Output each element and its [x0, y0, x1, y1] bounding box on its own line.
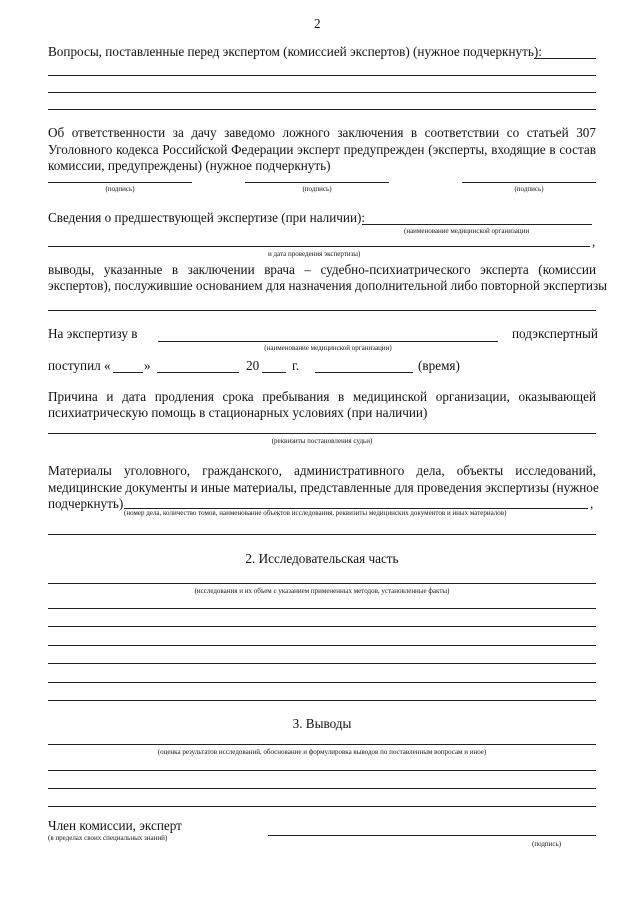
- previous-expertise-hint: и дата проведения экспертизы): [268, 250, 361, 258]
- signature-line[interactable]: [462, 182, 596, 183]
- extension-hint: (реквизиты постановления судьи): [271, 437, 373, 445]
- comma: ,: [592, 234, 596, 249]
- conclusions-line[interactable]: [48, 806, 596, 807]
- conclusions-line[interactable]: [48, 788, 596, 789]
- conclusions-text: выводы, указанные в заключении врача – судебно-психиатрического эксперта (комиссии: [48, 262, 596, 277]
- conclusions-line[interactable]: [48, 310, 596, 311]
- signature-line[interactable]: [245, 182, 389, 183]
- responsibility-text: комиссии, предупреждены) (нужное подчеркнуть): [48, 158, 331, 173]
- research-line[interactable]: [48, 645, 596, 646]
- organization-hint: (наименование медицинской организации): [264, 344, 392, 352]
- materials-line[interactable]: [48, 534, 596, 535]
- research-line[interactable]: [48, 626, 596, 627]
- extension-text: психиатрическую помощь в стационарных условиях (при наличии): [48, 405, 428, 420]
- arrived-label: поступил «: [48, 358, 111, 373]
- questions-line[interactable]: [48, 92, 596, 93]
- responsibility-text: Об ответственности за дачу заведомо ложного заключения в соответствии со статьей 307: [48, 125, 596, 140]
- questions-line[interactable]: [48, 75, 596, 76]
- previous-expertise-label: Сведения о предшествующей экспертизе (при наличии):: [48, 210, 366, 225]
- research-heading: 2. Исследовательская часть: [245, 551, 399, 566]
- admission-label: На экспертизу в: [48, 326, 138, 341]
- day-line[interactable]: [113, 372, 143, 373]
- signature-hint: (подпись): [302, 185, 332, 193]
- organization-line[interactable]: [158, 341, 498, 342]
- member-signature-line[interactable]: [268, 835, 596, 836]
- research-line[interactable]: [48, 583, 596, 584]
- questions-line[interactable]: [48, 109, 596, 110]
- time-line[interactable]: [315, 372, 413, 373]
- materials-text: медицинские документы и иные материалы, представленные для проведения экспертизы (нужное: [48, 480, 599, 495]
- previous-expertise-line[interactable]: [48, 246, 590, 247]
- research-line[interactable]: [48, 608, 596, 609]
- materials-hint: (номер дела, количество томов, наименование объектов исследования, реквизиты медицинских документов и иных материалов): [124, 509, 507, 517]
- previous-expertise-line[interactable]: [362, 224, 592, 225]
- signature-hint: (подпись): [514, 185, 544, 193]
- member-hint: (в пределах своих специальных знаний): [48, 834, 168, 842]
- materials-text: подчеркнуть): [48, 496, 124, 511]
- research-line[interactable]: [48, 682, 596, 683]
- time-label: (время): [418, 358, 460, 373]
- questions-label: Вопросы, поставленные перед экспертом (комиссией экспертов) (нужное подчеркнуть):: [48, 44, 542, 59]
- member-label: Член комиссии, эксперт: [48, 818, 182, 833]
- previous-expertise-hint: (наименование медицинской организации: [404, 227, 530, 235]
- research-line[interactable]: [48, 700, 596, 701]
- conclusions-line[interactable]: [48, 770, 596, 771]
- signature-line[interactable]: [48, 182, 192, 183]
- year-line[interactable]: [262, 372, 286, 373]
- extension-text: Причина и дата продления срока пребывания в медицинской организации, оказывающей: [48, 389, 596, 404]
- responsibility-text: Уголовного кодекса Российской Федерации эксперт предупрежден (эксперты, входящие в состав: [48, 142, 596, 157]
- conclusions-text: экспертов), послужившие основанием для назначения дополнительной либо повторной экспертизы: [48, 278, 608, 293]
- conclusions-hint: (оценка результатов исследований, обоснование и формулировка выводов по поставленным вопросам и иное): [157, 748, 487, 756]
- questions-line[interactable]: [534, 58, 596, 59]
- extension-line[interactable]: [48, 433, 596, 434]
- comma: ,: [590, 496, 594, 511]
- materials-text: Материалы уголовного, гражданского, административного дела, объекты исследований,: [48, 463, 596, 478]
- year-prefix: 20: [246, 358, 260, 373]
- year-suffix: г.: [292, 358, 300, 373]
- page-number: 2: [314, 16, 321, 31]
- research-hint: (исследования и их объем с указанием примененных методов, установленные факты): [194, 587, 450, 595]
- conclusions-line[interactable]: [48, 744, 596, 745]
- subject-label: подэкспертный: [512, 326, 598, 341]
- quote-close: »: [144, 358, 151, 373]
- conclusions-heading: 3. Выводы: [292, 716, 352, 731]
- research-line[interactable]: [48, 663, 596, 664]
- month-line[interactable]: [157, 372, 239, 373]
- signature-hint: (подпись): [105, 185, 135, 193]
- member-signature-hint: (подпись): [532, 840, 562, 848]
